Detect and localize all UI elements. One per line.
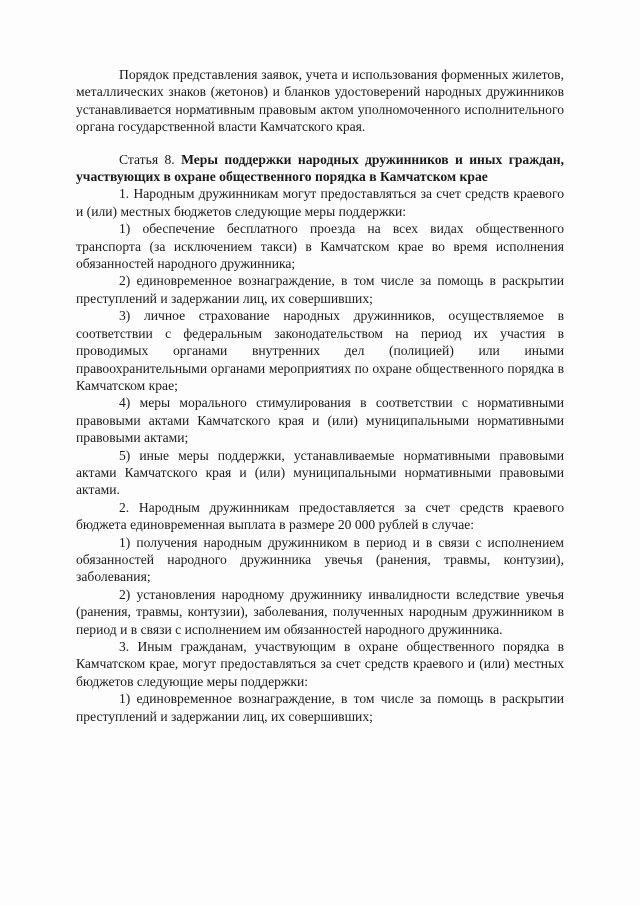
- document-body: [76, 66, 564, 725]
- paragraph: 3) личное страхование народных дружинников, осуществляемое в соответствии с федеральным законодательством на период их участия в проводимых органами внутренних дел (полицией) или иными правоохранительными органами мероприятиях по охране общественного порядка в Камчатском крае;: [76, 308, 564, 393]
- paragraph: 1. Народным дружинникам могут предоставляться за счет средств краевого и (или) местных бюджетов следующие меры поддержки:: [76, 186, 564, 219]
- paragraph: 4) меры морального стимулирования в соответствии с нормативными правовыми актами Камчатского края и (или) муниципальными нормативными правовыми актами;: [76, 395, 564, 446]
- paragraph: 3. Иным гражданам, участвующим в охране общественного порядка в Камчатском крае, могут предоставляться за счет средств краевого и (или) местных бюджетов следующие меры поддержки:: [76, 639, 564, 689]
- paragraph: 2) единовременное вознаграждение, в том числе за помощь в раскрытии преступлений и задержании лиц, их совершивших;: [76, 273, 564, 306]
- article-heading: [76, 151, 564, 186]
- paragraph: 1) единовременное вознаграждение, в том числе за помощь в раскрытии преступлений и задержании лиц, их совершивших;: [76, 691, 564, 724]
- paragraph: 5) иные меры поддержки, устанавливаемые нормативными правовыми актами Камчатского края и (или) муниципальными нормативными правовыми актами.: [76, 447, 564, 498]
- paragraph: 1) получения народным дружинником в период и в связи с исполнением обязанностей народного дружинника увечья (ранения, травмы, контузии), заболевания;: [76, 534, 564, 585]
- paragraph: 2. Народным дружинникам предоставляется за счет средств краевого бюджета единовременная выплата в размере 20 000 рублей в случае:: [76, 499, 564, 533]
- paragraph: 1) обеспечение бесплатного проезда на всех видах общественного транспорта (за исключением такси) в Камчатском крае во время исполнения обязанностей народного дружинника;: [76, 221, 564, 272]
- article-number: Статья 8.: [119, 151, 175, 167]
- intro-paragraph: Порядок представления заявок, учета и использования форменных жилетов, металлических знаков (жетонов) и бланков удостоверений народных дружинников устанавливается нормативным правовым актом уполномоченного исполнительного органа государственной власти Камчатского края.: [76, 67, 564, 135]
- paragraph: 2) установления народному дружиннику инвалидности вследствие увечья (ранения, травмы, контузии), заболевания, полученных народным дружинником в период и в связи с исполнением им обязанностей народного дружинника.: [76, 586, 564, 637]
- article-title: Меры поддержки народных дружинников и иных граждан, участвующих в охране общественного порядка в Камчатском крае: [76, 151, 564, 185]
